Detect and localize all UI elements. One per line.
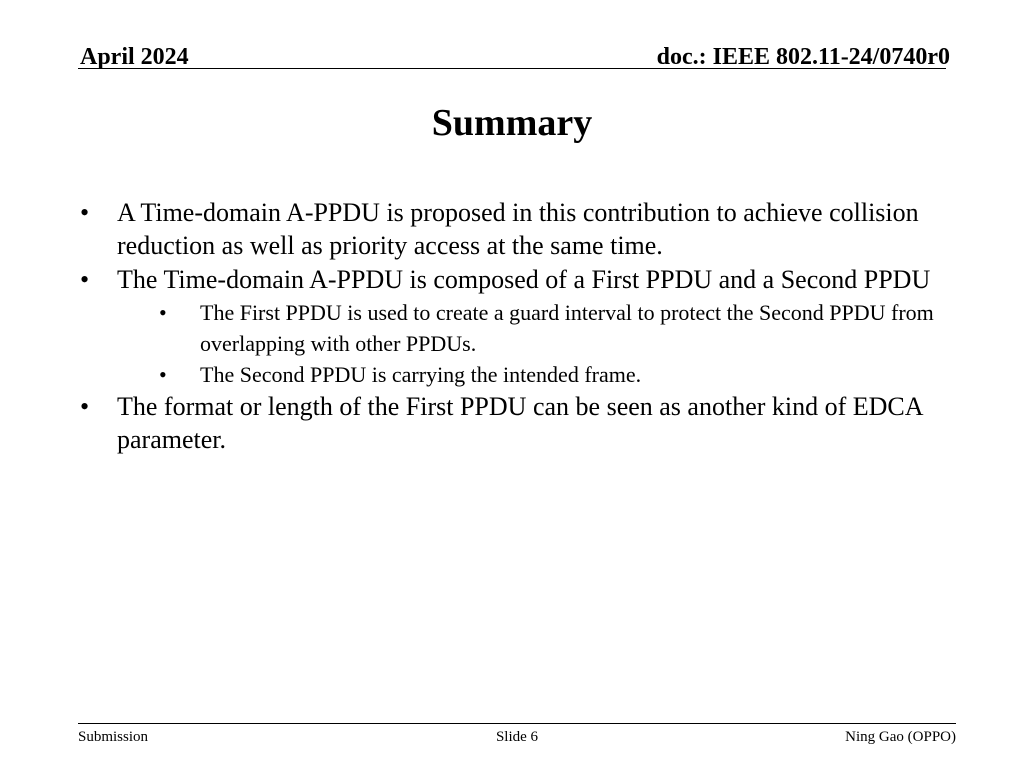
- footer-divider: [78, 723, 956, 724]
- bullet-text: The format or length of the First PPDU can be seen as another kind of EDCA parameter.: [117, 392, 923, 454]
- sub-bullet-icon: •: [159, 362, 167, 387]
- header-date: April 2024: [80, 44, 189, 70]
- header-doc-id: doc.: IEEE 802.11-24/0740r0: [656, 44, 950, 70]
- bullet-text: The Time-domain A-PPDU is composed of a First PPDU and a Second PPDU: [117, 265, 931, 294]
- slide-body: [80, 196, 940, 457]
- sub-bullet-item: [80, 359, 940, 390]
- bullet-item: [80, 263, 940, 296]
- bullet-icon: •: [80, 198, 90, 227]
- bullet-icon: •: [80, 392, 90, 421]
- bullet-item: [80, 390, 940, 456]
- footer-submission: Submission: [78, 729, 149, 745]
- bullet-text: A Time-domain A-PPDU is proposed in this contribution to achieve collision reduction as well as priority access at the same time.: [117, 198, 919, 260]
- sub-bullet-item: [80, 297, 940, 359]
- footer-slide-number: Slide 6: [495, 729, 539, 745]
- slide-title: Summary: [431, 102, 593, 144]
- footer-author: Ning Gao (OPPO): [845, 729, 956, 745]
- bullet-item: [80, 196, 940, 262]
- bullet-icon: •: [80, 265, 90, 294]
- header-divider: [78, 68, 946, 69]
- sub-bullet-text: The First PPDU is used to create a guard interval to protect the Second PPDU from overlapping with other PPDUs.: [200, 300, 934, 356]
- sub-bullet-icon: •: [159, 300, 167, 325]
- sub-bullet-text: The Second PPDU is carrying the intended frame.: [200, 362, 642, 387]
